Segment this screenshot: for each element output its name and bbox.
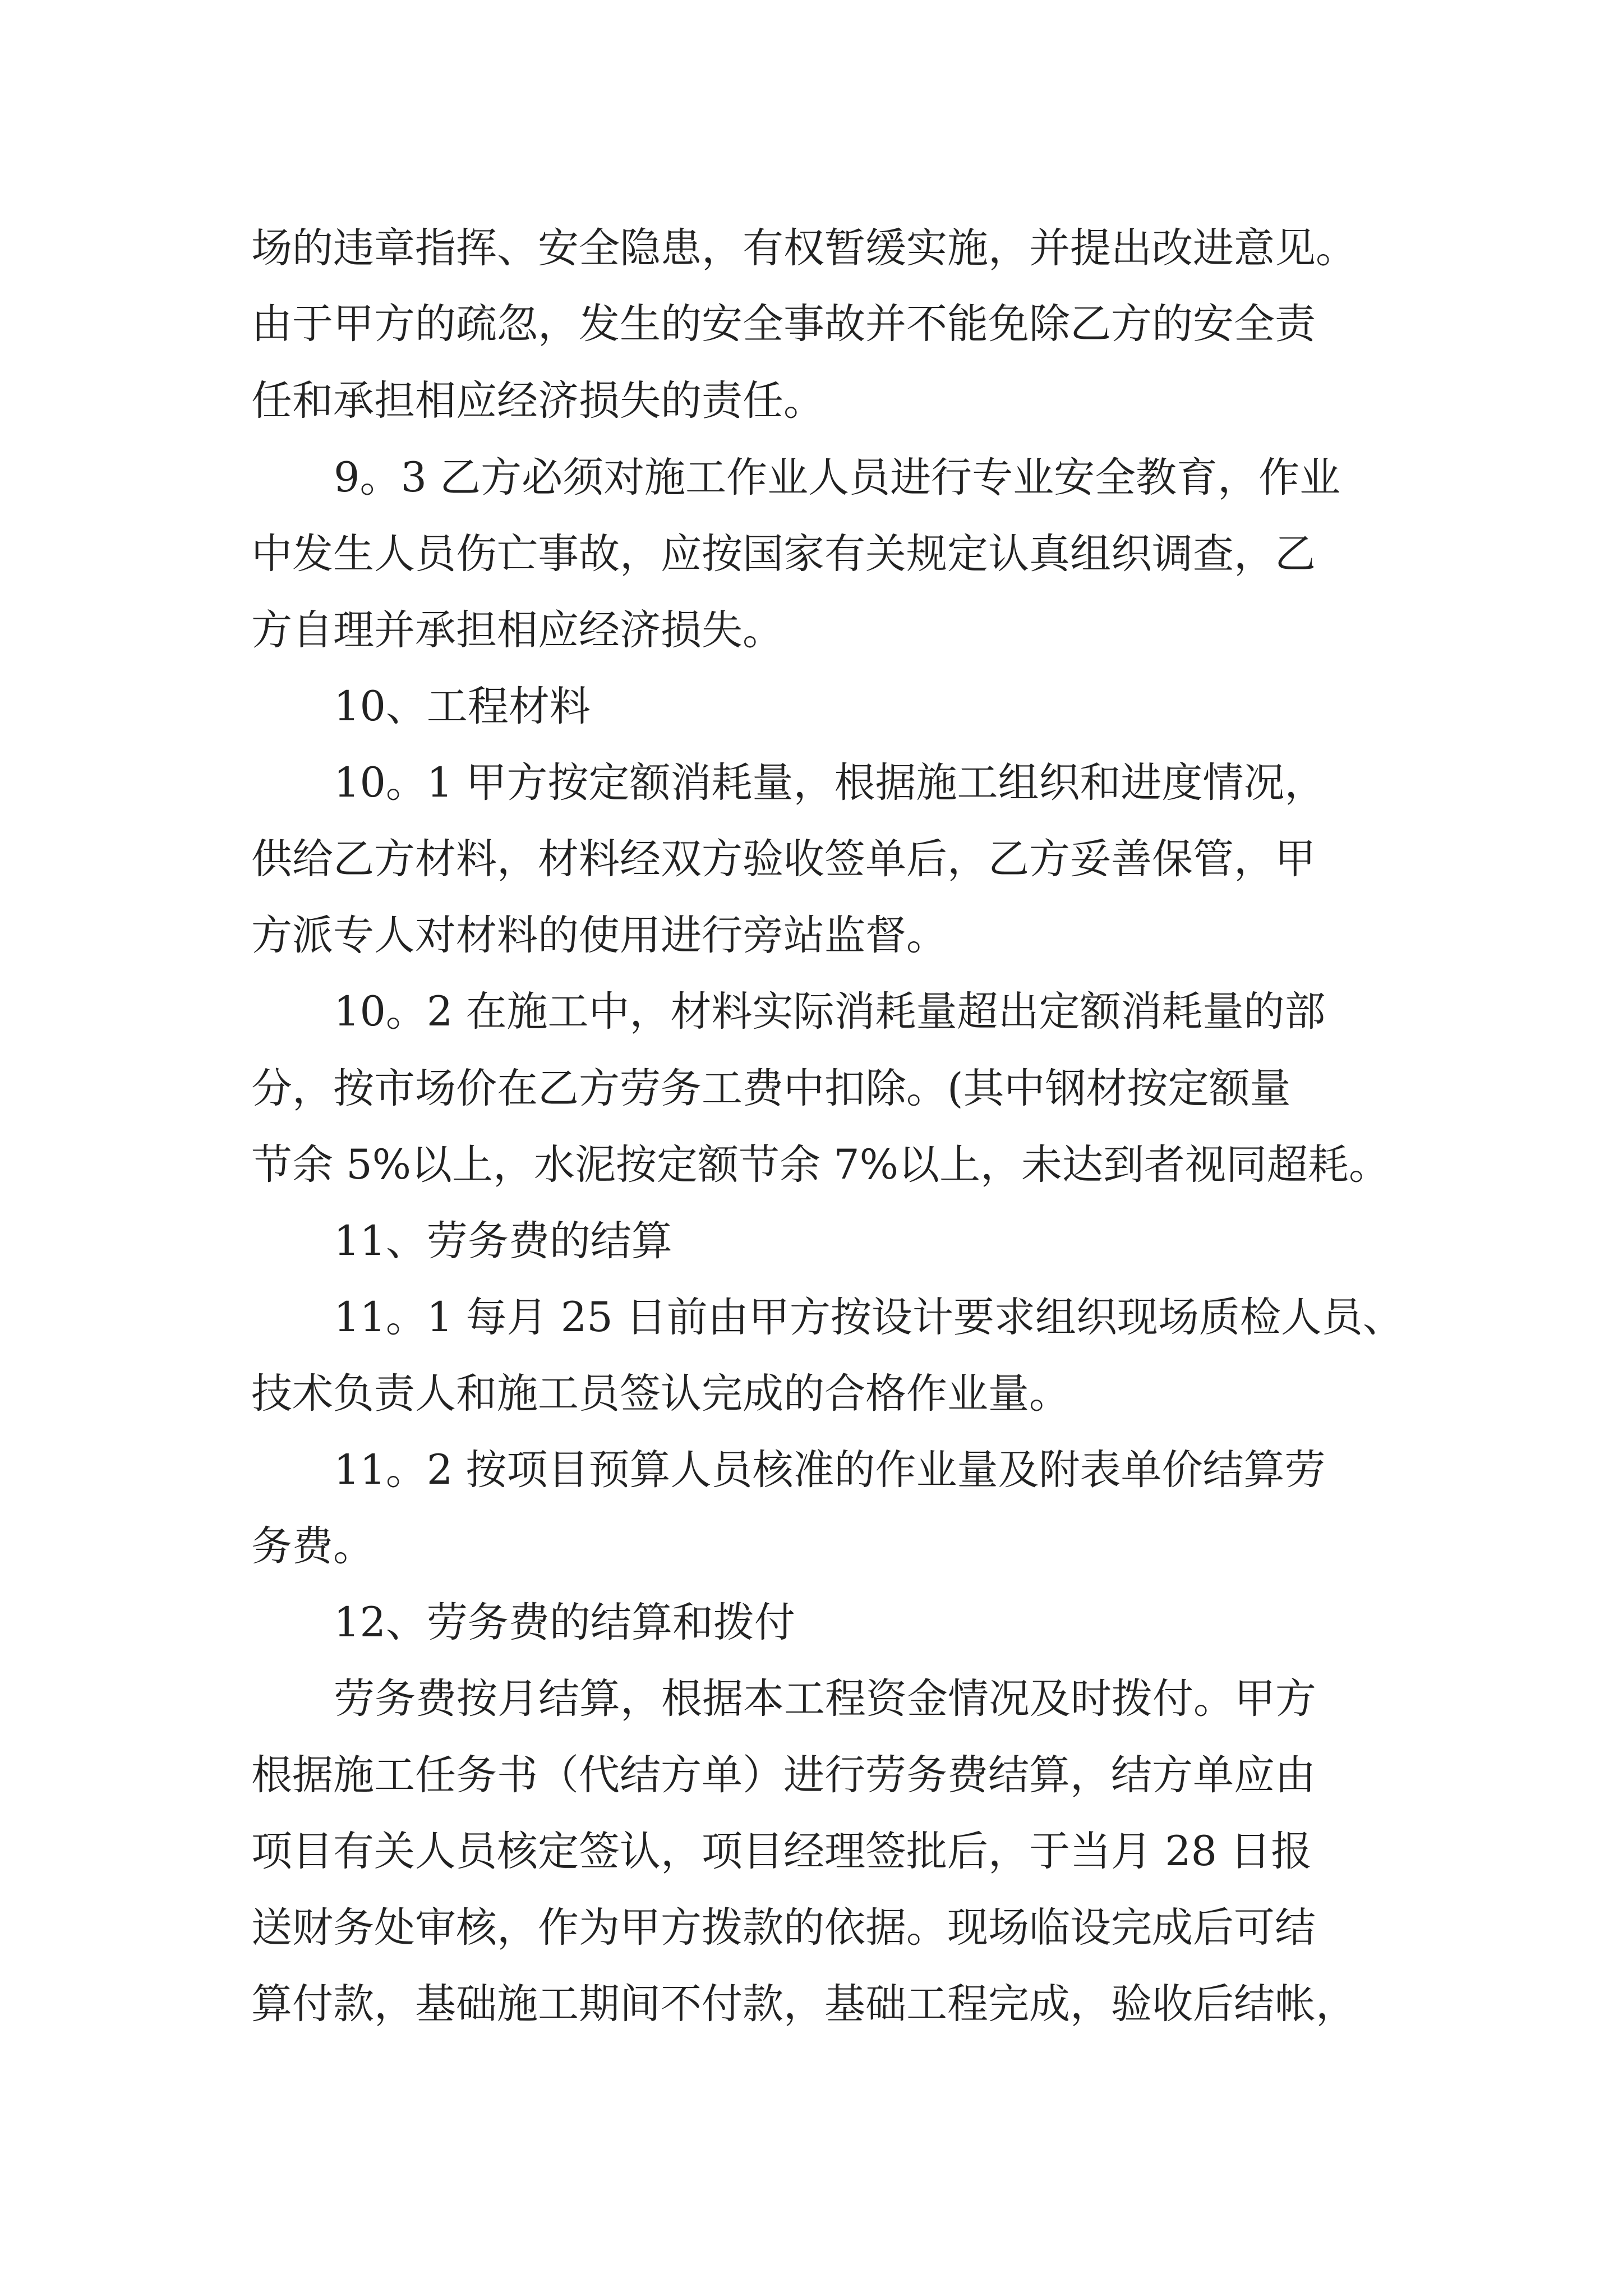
section-heading: 11、劳务费的结算 [334, 1217, 672, 1265]
text-line: 技术负责人和施工员签认完成的合格作业量。 [251, 1370, 1070, 1418]
text-line: 11。2 按项目预算人员核准的作业量及附表单价结算劳 [334, 1446, 1326, 1494]
text-line: 项目有关人员核定签认，项目经理签批后，于当月 28 日报 [251, 1828, 1312, 1875]
text-line: 场的违章指挥、安全隐患，有权暂缓实施，并提出改进意见。 [251, 224, 1357, 272]
section-heading: 10、工程材料 [334, 683, 591, 730]
text-line: 9。3 乙方必须对施工作业人员进行专业安全教育，作业 [334, 454, 1341, 501]
text-line: 根据施工任务书（代结方单）进行劳务费结算，结方单应由 [251, 1751, 1316, 1799]
text-line: 11。1 每月 25 日前由甲方按设计要求组织现场质检人员、 [334, 1294, 1404, 1341]
text-line: 方自理并承担相应经济损失。 [251, 606, 783, 654]
text-line: 送财务处审核，作为甲方拨款的依据。现场临设完成后可结 [251, 1904, 1316, 1952]
text-line: 分，按市场价在乙方劳务工费中扣除。(其中钢材按定额量 [251, 1065, 1291, 1112]
text-line: 10。2 在施工中，材料实际消耗量超出定额消耗量的部 [334, 988, 1326, 1036]
text-line: 节余 5%以上，水泥按定额节余 7%以上，未达到者视同超耗。 [251, 1141, 1390, 1189]
text-line: 中发生人员伤亡事故，应按国家有关规定认真组织调查，乙 [251, 530, 1316, 578]
text-line: 10。1 甲方按定额消耗量，根据施工组织和进度情况， [334, 759, 1326, 807]
text-line: 算付款，基础施工期间不付款，基础工程完成，验收后结帐， [251, 1980, 1357, 2028]
text-line: 由于甲方的疏忽，发生的安全事故并不能免除乙方的安全责 [251, 300, 1316, 348]
text-line: 任和承担相应经济损失的责任。 [251, 377, 824, 425]
text-line: 劳务费按月结算，根据本工程资金情况及时拨付。甲方 [334, 1675, 1316, 1723]
text-line: 方派专人对材料的使用进行旁站监督。 [251, 912, 947, 959]
section-heading: 12、劳务费的结算和拨付 [334, 1599, 795, 1646]
text-line: 务费。 [251, 1522, 374, 1570]
text-line: 供给乙方材料，材料经双方验收签单后，乙方妥善保管，甲 [251, 835, 1316, 883]
